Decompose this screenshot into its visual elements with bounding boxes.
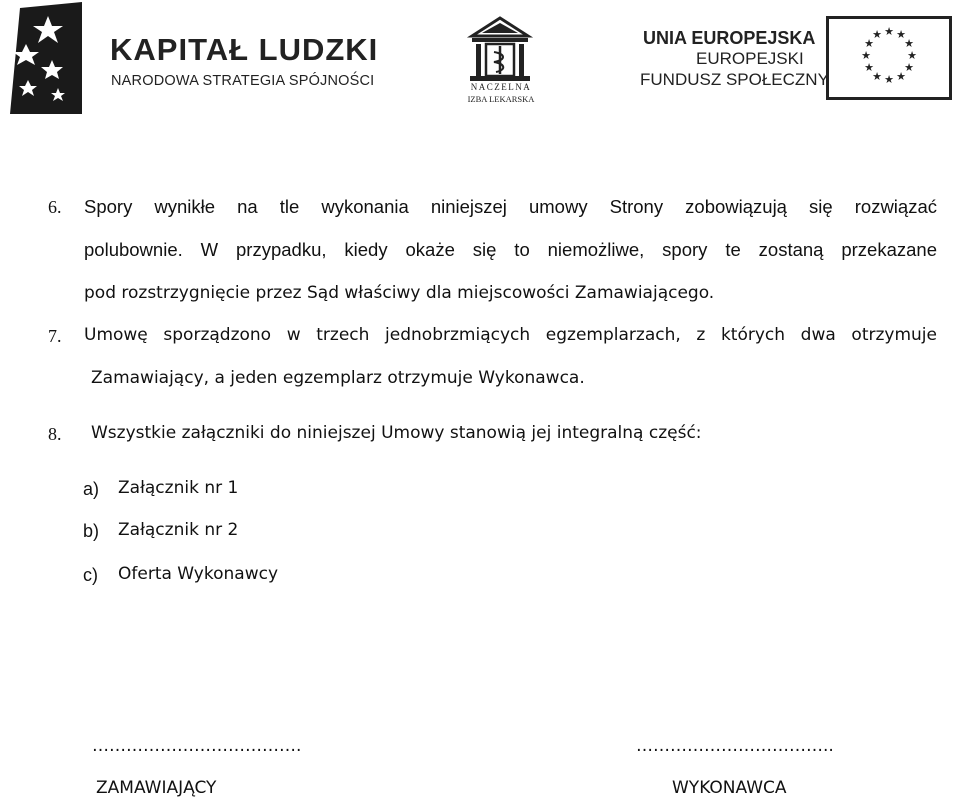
clause-line: Wszystkie załączniki do niniejszej Umowy stanowią jej integralną część: — [91, 423, 702, 443]
kapital-ludzki-subtitle: NARODOWA STRATEGIA SPÓJNOŚCI — [111, 73, 375, 89]
clause-line: pod rozstrzygnięcie przez Sąd właściwy dla miejscowości Zamawiającego. — [84, 283, 715, 303]
attachment-text: Załącznik nr 2 — [118, 520, 239, 540]
svg-text:★: ★ — [904, 37, 914, 50]
attachment-letter: b) — [83, 521, 100, 541]
kapital-ludzki-title: KAPITAŁ LUDZKI — [110, 32, 379, 67]
naczelna-izba-lekarska-emblem — [466, 14, 534, 84]
svg-text:★: ★ — [896, 28, 906, 41]
svg-text:★: ★ — [872, 28, 882, 41]
naczelna-izba-lekarska-line1: NACZELNA — [470, 82, 532, 92]
svg-text:★: ★ — [864, 37, 874, 50]
signature-label-right: WYKONAWCA — [672, 778, 787, 798]
attachment-text: Oferta Wykonawcy — [118, 564, 279, 584]
eu-line1: UNIA EUROPEJSKA — [643, 28, 816, 48]
svg-text:★: ★ — [884, 25, 894, 38]
signature-label-left: ZAMAWIAJĄCY — [96, 778, 217, 798]
svg-text:★: ★ — [884, 73, 894, 86]
naczelna-izba-lekarska-line2: IZBA LEKARSKA — [467, 94, 535, 104]
clause-number: 6. — [48, 197, 62, 217]
kapital-ludzki-logo-mark — [8, 2, 84, 114]
signature-line-right: …………………………….. — [636, 736, 834, 756]
attachment-letter: a) — [83, 479, 100, 499]
clause-number: 8. — [48, 424, 62, 444]
clause-line: Zamawiający, a jeden egzemplarz otrzymuje Wykonawca. — [91, 368, 585, 388]
attachment-letter: c) — [83, 565, 98, 585]
clause-line: polubownie. W przypadku, kiedy okaże się to niemożliwe, spory te zostaną przekazane — [84, 239, 937, 260]
svg-text:★: ★ — [864, 61, 874, 74]
eu-line2: EUROPEJSKI — [696, 49, 804, 68]
svg-text:★: ★ — [872, 70, 882, 83]
svg-text:★: ★ — [907, 49, 917, 62]
eu-stars-icon — [829, 19, 949, 97]
clause-number: 7. — [48, 326, 62, 346]
eu-line3: FUNDUSZ SPOŁECZNY — [640, 70, 829, 89]
clause-line: Umowę sporządzono w trzech jednobrzmiących egzemplarzach, z których dwa otrzymuje — [84, 325, 937, 345]
eu-flag — [826, 16, 952, 100]
attachment-text: Załącznik nr 1 — [118, 478, 239, 498]
svg-text:★: ★ — [861, 49, 871, 62]
signature-line-left: ………………………………. — [92, 736, 302, 756]
clause-line: Spory wynikłe na tle wykonania niniejszej umowy Strony zobowiązują się rozwiązać — [84, 196, 937, 217]
svg-text:★: ★ — [904, 61, 914, 74]
svg-text:★: ★ — [896, 70, 906, 83]
